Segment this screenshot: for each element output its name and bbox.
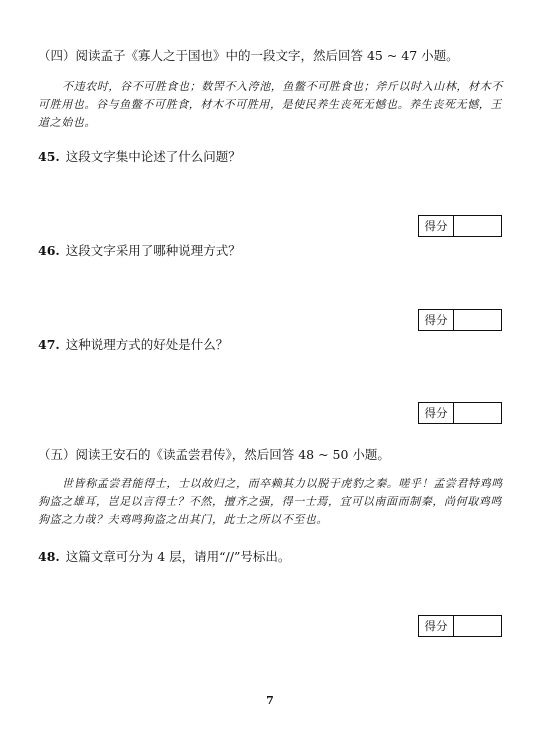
question-47-number: 47. (38, 337, 60, 352)
question-48 (38, 547, 290, 565)
section-5-passage-line-1: 世皆称孟尝君能得士，士以故归之，而卒赖其力以脱于虎豹之秦。嗟乎！孟尝君特鸡鸣 (62, 477, 503, 490)
section-4-heading: （四）阅读孟子《寡人之于国也》中的一段文字，然后回答 45 ~ 47 小题。 (38, 48, 459, 63)
score-box-47 (418, 402, 502, 424)
section-5-heading: （五）阅读王安石的《读孟尝君传》，然后回答 48 ~ 50 小题。 (38, 447, 390, 462)
section-4-passage-line-1: 不违农时，谷不可胜食也；数罟不入洿池，鱼鳖不可胜食也；斧斤以时入山林，材木不 (62, 80, 503, 93)
question-46-text: 这段文字采用了哪种说理方式？ (65, 243, 241, 258)
score-entry-field[interactable] (454, 403, 501, 423)
score-label: 得分 (419, 403, 454, 423)
question-48-text: 这篇文章可分为 4 层，请用“//”号标出。 (65, 549, 291, 564)
question-45-text: 这段文字集中论述了什么问题？ (65, 149, 241, 164)
question-48-number: 48. (38, 549, 60, 564)
question-47 (38, 335, 228, 353)
section-4-passage-line-3: 道之始也。 (38, 116, 96, 129)
page-number: 7 (266, 694, 274, 707)
score-label: 得分 (419, 216, 454, 236)
section-4-passage-line-2: 可胜用也。谷与鱼鳖不可胜食，材木不可胜用，是使民养生丧死无憾也。养生丧死无憾，王 (38, 98, 502, 111)
question-46 (38, 241, 241, 259)
score-label: 得分 (419, 310, 454, 330)
section-5-passage-line-3: 狗盗之力哉？夫鸡鸣狗盗之出其门，此士之所以不至也。 (38, 513, 328, 526)
section-5-passage-line-2: 狗盗之雄耳，岂足以言得士？不然，擅齐之强，得一士焉，宜可以南面而制秦，尚何取鸡鸣 (38, 495, 502, 508)
score-entry-field[interactable] (454, 616, 501, 636)
score-label: 得分 (419, 616, 454, 636)
question-45 (38, 147, 241, 165)
score-box-46 (418, 309, 502, 331)
question-46-number: 46. (38, 243, 60, 258)
question-45-number: 45. (38, 149, 60, 164)
score-entry-field[interactable] (454, 310, 501, 330)
score-box-48 (418, 615, 502, 637)
question-47-text: 这种说理方式的好处是什么？ (65, 337, 229, 352)
score-box-45 (418, 215, 502, 237)
score-entry-field[interactable] (454, 216, 501, 236)
